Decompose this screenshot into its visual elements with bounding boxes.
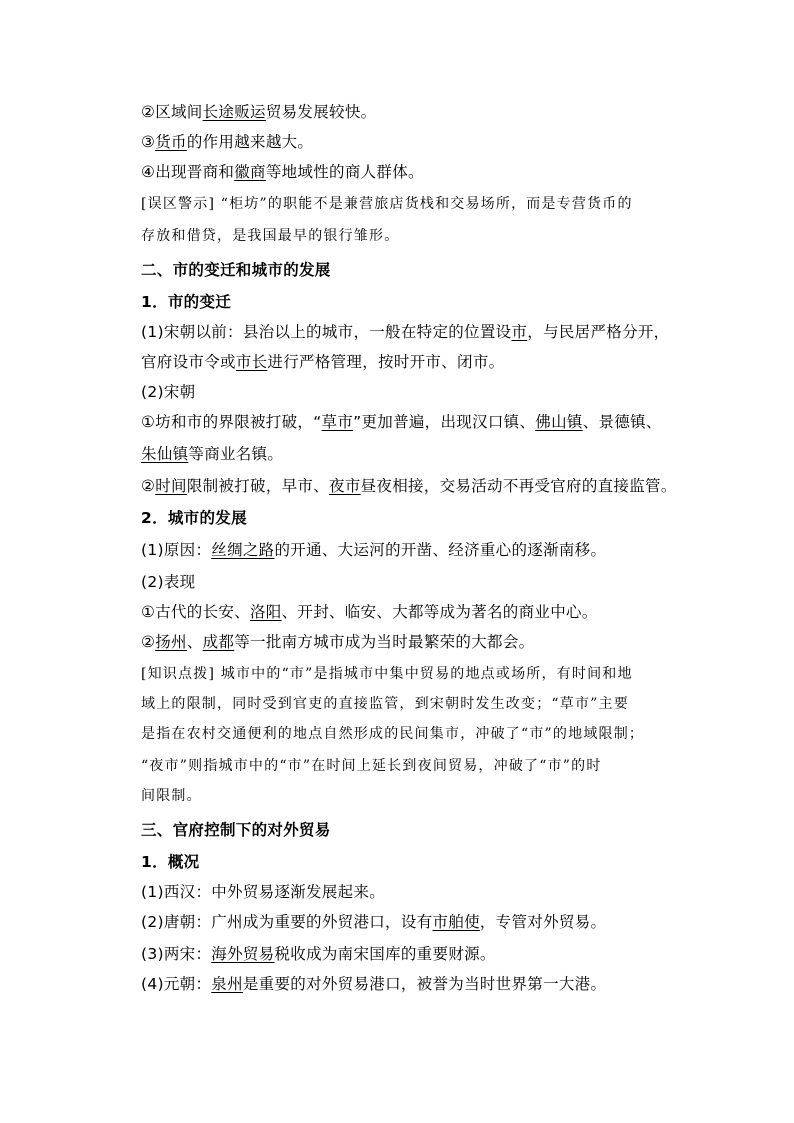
- text-segment: ②区域间: [141, 103, 203, 121]
- note-paragraph-line: [141, 723, 644, 745]
- text-segment: 存放和借贷，是我国最早的银行雏形。: [141, 228, 400, 244]
- text-segment: 二、市的变迁和城市的发展: [141, 261, 331, 279]
- underlined-keyword: 佛山镇: [535, 413, 583, 431]
- text-segment: (2)唐朝：广州成为重要的外贸港口，设有: [141, 913, 433, 931]
- text-segment: 昼夜相接，交易活动不再受官府的直接监管。: [360, 477, 677, 495]
- note-paragraph-line: [141, 225, 399, 247]
- section-heading: [141, 819, 331, 841]
- text-segment: (1)宋朝以前：县治以上的城市，一般在特定的位置设: [141, 323, 512, 341]
- underlined-keyword: 长途贩运: [202, 103, 266, 121]
- text-segment: 的作用越来越大。: [186, 133, 314, 151]
- text-segment: (3)两宋：: [141, 945, 212, 963]
- text-segment: 等商业名镇。: [188, 445, 284, 463]
- underlined-keyword: 货币: [155, 133, 187, 151]
- note-paragraph-line: [141, 693, 629, 715]
- text-segment: 、: [186, 633, 203, 651]
- text-line: [141, 411, 662, 433]
- text-segment: 、开封、临安、大都等成为著名的商业中心。: [281, 603, 598, 621]
- underlined-keyword: 海外贸易: [211, 945, 275, 963]
- text-line: [141, 381, 195, 403]
- text-segment: 域上的限制，同时受到官吏的直接监管，到宋朝时发生改变；“草市”主要: [141, 696, 629, 712]
- text-line: [141, 475, 677, 497]
- underlined-keyword: 扬州: [155, 633, 187, 651]
- text-line: [141, 443, 283, 465]
- text-segment: 限制被打破，早市、: [186, 477, 330, 495]
- text-segment: ，与民居严格分开，: [527, 323, 670, 341]
- section-heading: [141, 851, 200, 873]
- text-segment: 税收成为南宋国库的重要财源。: [274, 945, 496, 963]
- text-line: [141, 101, 376, 123]
- text-segment: ”更加普遍，出现汉口镇、: [353, 413, 536, 431]
- text-segment: 官府设市令或: [141, 353, 236, 371]
- text-segment: 1．概况: [141, 853, 200, 871]
- underlined-keyword: 草市: [321, 413, 354, 431]
- note-paragraph-line: [141, 193, 633, 215]
- section-heading: [141, 259, 331, 281]
- underlined-keyword: 时间: [155, 477, 187, 495]
- text-line: [141, 571, 195, 593]
- underlined-keyword: 市: [511, 323, 528, 341]
- text-segment: 贸易发展较快。: [265, 103, 377, 121]
- text-segment: 是指在农村交通便利的地点自然形成的民间集市，冲破了“市”的地域限制；: [141, 726, 645, 742]
- text-segment: ③: [141, 133, 156, 151]
- text-segment: (1)原因：: [141, 541, 212, 559]
- underlined-keyword: 夜市: [329, 477, 361, 495]
- text-segment: (1)西汉：中外贸易逐渐发展起来。: [141, 883, 386, 901]
- text-segment: 等一批南方城市成为当时最繁荣的大都会。: [234, 633, 535, 651]
- text-segment: 进行严格管理，按时开市、闭市。: [267, 353, 505, 371]
- underlined-keyword: 市长: [235, 353, 268, 371]
- text-segment: 2．城市的发展: [141, 509, 247, 527]
- text-line: [141, 881, 385, 903]
- text-line: [141, 351, 504, 373]
- text-line: [141, 131, 313, 153]
- text-segment: ①坊和市的界限被打破，“: [141, 413, 322, 431]
- underlined-keyword: 泉州: [211, 975, 243, 993]
- text-line: [141, 973, 606, 995]
- text-segment: 三、官府控制下的对外贸易: [141, 821, 331, 839]
- text-line: [141, 539, 606, 561]
- note-paragraph-line: [141, 785, 202, 807]
- text-segment: ①古代的长安、: [141, 603, 250, 621]
- note-paragraph-line: [141, 755, 602, 777]
- note-paragraph-line: [141, 663, 633, 685]
- text-segment: 的开通、大运河的开凿、经济重心的逐渐南移。: [274, 541, 607, 559]
- underlined-keyword: 朱仙镇: [141, 445, 189, 463]
- text-segment: 间限制。: [141, 788, 202, 804]
- text-segment: (4)元朝：: [141, 975, 212, 993]
- text-segment: 1．市的变迁: [141, 293, 232, 311]
- text-segment: ②: [141, 633, 156, 651]
- text-segment: [知识点拨] 城市中的“市”是指城市中集中贸易的地点或场所，有时间和地: [141, 666, 633, 682]
- text-line: [141, 911, 606, 933]
- text-segment: ④出现晋商和: [141, 163, 235, 181]
- underlined-keyword: 洛阳: [250, 603, 282, 621]
- underlined-keyword: 成都: [202, 633, 235, 651]
- text-segment: (2)宋朝: [141, 383, 196, 401]
- text-segment: “夜市”则指城市中的“市”在时间上延长到夜间贸易，冲破了“市”的时: [141, 758, 602, 774]
- section-heading: [141, 291, 231, 313]
- text-line: [141, 601, 598, 623]
- text-segment: 是重要的对外贸易港口，被誉为当时世界第一大港。: [242, 975, 607, 993]
- text-line: [141, 161, 424, 183]
- text-line: [141, 631, 534, 653]
- underlined-keyword: 徽商: [234, 163, 266, 181]
- text-segment: [误区警示] “柜坊”的职能不是兼营旅店货栈和交易场所，而是专营货币的: [141, 196, 633, 212]
- text-line: [141, 943, 496, 965]
- text-segment: (2)表现: [141, 573, 196, 591]
- text-segment: ②: [141, 477, 156, 495]
- text-segment: 、景德镇、: [582, 413, 662, 431]
- underlined-keyword: 丝绸之路: [211, 541, 275, 559]
- text-line: [141, 321, 669, 343]
- section-heading: [141, 507, 247, 529]
- underlined-keyword: 市舶使: [432, 913, 480, 931]
- text-segment: ，专管对外贸易。: [479, 913, 607, 931]
- text-segment: 等地域性的商人群体。: [265, 163, 424, 181]
